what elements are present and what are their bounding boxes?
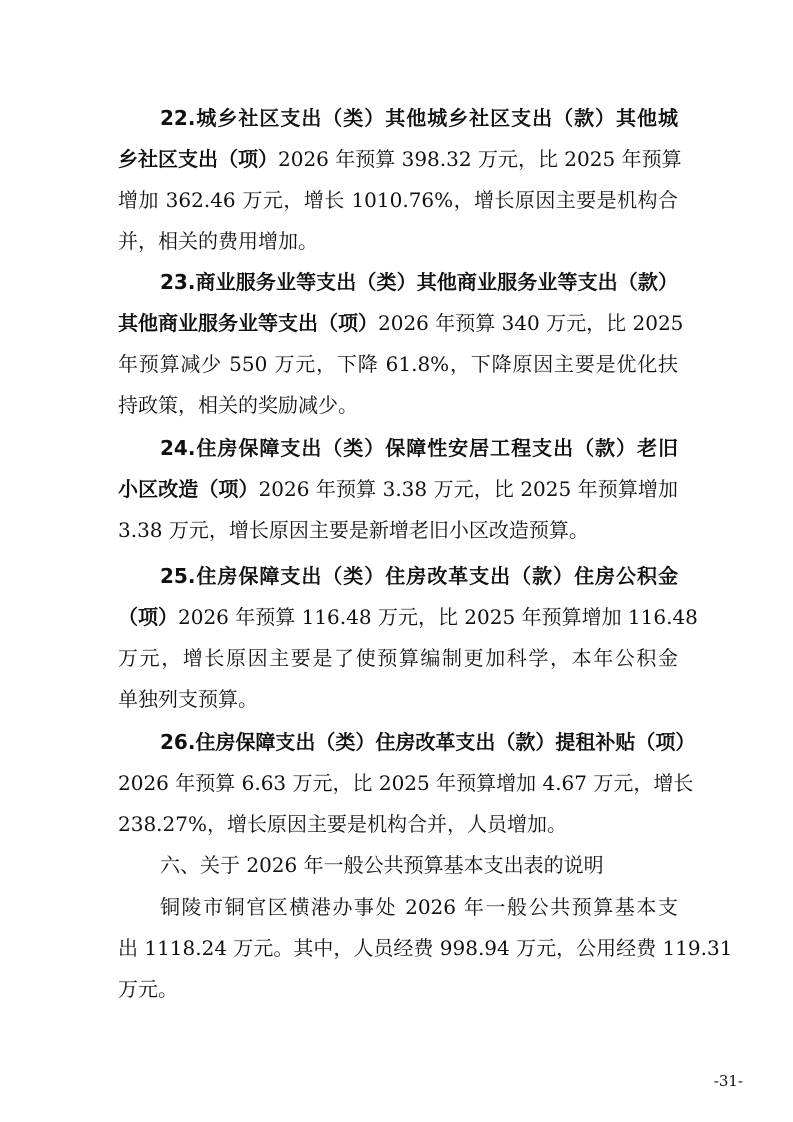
body-text: 2026 年预算 6.63 万元，比 2025 年预算增加 4.67 万元，增长 bbox=[118, 771, 694, 795]
text-line bbox=[118, 763, 694, 804]
body-text: 万元，增长原因主要是了使预算编制更加科学，本年公积金 bbox=[118, 646, 678, 670]
text-line bbox=[118, 262, 678, 303]
text-line bbox=[118, 139, 682, 180]
text-line bbox=[118, 428, 678, 469]
paragraph-23 bbox=[118, 262, 684, 426]
text-line bbox=[118, 722, 696, 763]
text-line bbox=[118, 303, 684, 344]
body-text: 万元。 bbox=[118, 977, 178, 1001]
body-text: 3.38 万元，增长原因主要是新增老旧小区改造预算。 bbox=[118, 518, 589, 542]
text-line bbox=[118, 597, 698, 638]
text-line bbox=[118, 510, 678, 551]
text-line bbox=[118, 180, 678, 221]
text-line bbox=[118, 804, 678, 845]
text-line bbox=[118, 98, 678, 139]
body-text: 2026 年预算 340 万元，比 2025 bbox=[378, 311, 684, 335]
body-text: 238.27%，增长原因主要是机构合并，人员增加。 bbox=[118, 812, 567, 836]
text-line bbox=[118, 969, 678, 1010]
body-text: 2026 年预算 398.32 万元，比 2025 年预算 bbox=[278, 147, 682, 171]
section-title: 六、关于 2026 年一般公共预算基本支出表的说明 bbox=[160, 853, 604, 877]
body-text: 单独列支预算。 bbox=[118, 687, 258, 711]
body-text: 出 1118.24 万元。其中，人员经费 998.94 万元，公用经费 119.31 bbox=[118, 936, 733, 960]
bold-heading: 26.住房保障支出（类）住房改革支出（款）提租补贴（项） bbox=[160, 730, 696, 754]
body-text: 并，相关的费用增加。 bbox=[118, 229, 318, 253]
body-text: 铜陵市铜官区横港办事处 2026 年一般公共预算基本支 bbox=[160, 895, 678, 919]
text-line bbox=[118, 221, 678, 262]
section-heading-6 bbox=[118, 845, 678, 886]
body-text: 持政策，相关的奖励减少。 bbox=[118, 393, 358, 417]
bold-heading: 其他商业服务业等支出（项） bbox=[118, 311, 378, 335]
bold-heading: 23.商业服务业等支出（类）其他商业服务业等支出（款） bbox=[160, 270, 678, 294]
body-text: 2026 年预算 3.38 万元，比 2025 年预算增加 bbox=[258, 477, 678, 501]
bold-heading: 22.城乡社区支出（类）其他城乡社区支出（款）其他城 bbox=[160, 106, 678, 130]
text-line bbox=[118, 556, 678, 597]
bold-heading: 24.住房保障支出（类）保障性安居工程支出（款）老旧 bbox=[160, 436, 678, 460]
body-text: 2026 年预算 116.48 万元，比 2025 年预算增加 116.48 bbox=[178, 605, 698, 629]
text-line bbox=[118, 385, 678, 426]
bold-heading: （项） bbox=[118, 605, 178, 629]
body-text: 年预算减少 550 万元，下降 61.8%，下降原因主要是优化扶 bbox=[118, 352, 678, 376]
bold-heading: 25.住房保障支出（类）住房改革支出（款）住房公积金 bbox=[160, 564, 678, 588]
bold-heading: 乡社区支出（项） bbox=[118, 147, 278, 171]
text-line bbox=[118, 845, 678, 886]
paragraph-24 bbox=[118, 428, 678, 551]
paragraph-26 bbox=[118, 722, 696, 845]
paragraph-22 bbox=[118, 98, 682, 262]
text-line bbox=[118, 679, 678, 720]
text-line bbox=[118, 928, 733, 969]
paragraph-basic-expenditure bbox=[118, 887, 733, 1010]
text-line bbox=[118, 887, 678, 928]
text-line bbox=[118, 469, 678, 510]
body-text: 增加 362.46 万元，增长 1010.76%，增长原因主要是机构合 bbox=[118, 188, 678, 212]
bold-heading: 小区改造（项） bbox=[118, 477, 259, 501]
text-line bbox=[118, 344, 678, 385]
page-number: -31- bbox=[713, 1072, 743, 1090]
paragraph-25 bbox=[118, 556, 698, 720]
text-line bbox=[118, 638, 678, 679]
